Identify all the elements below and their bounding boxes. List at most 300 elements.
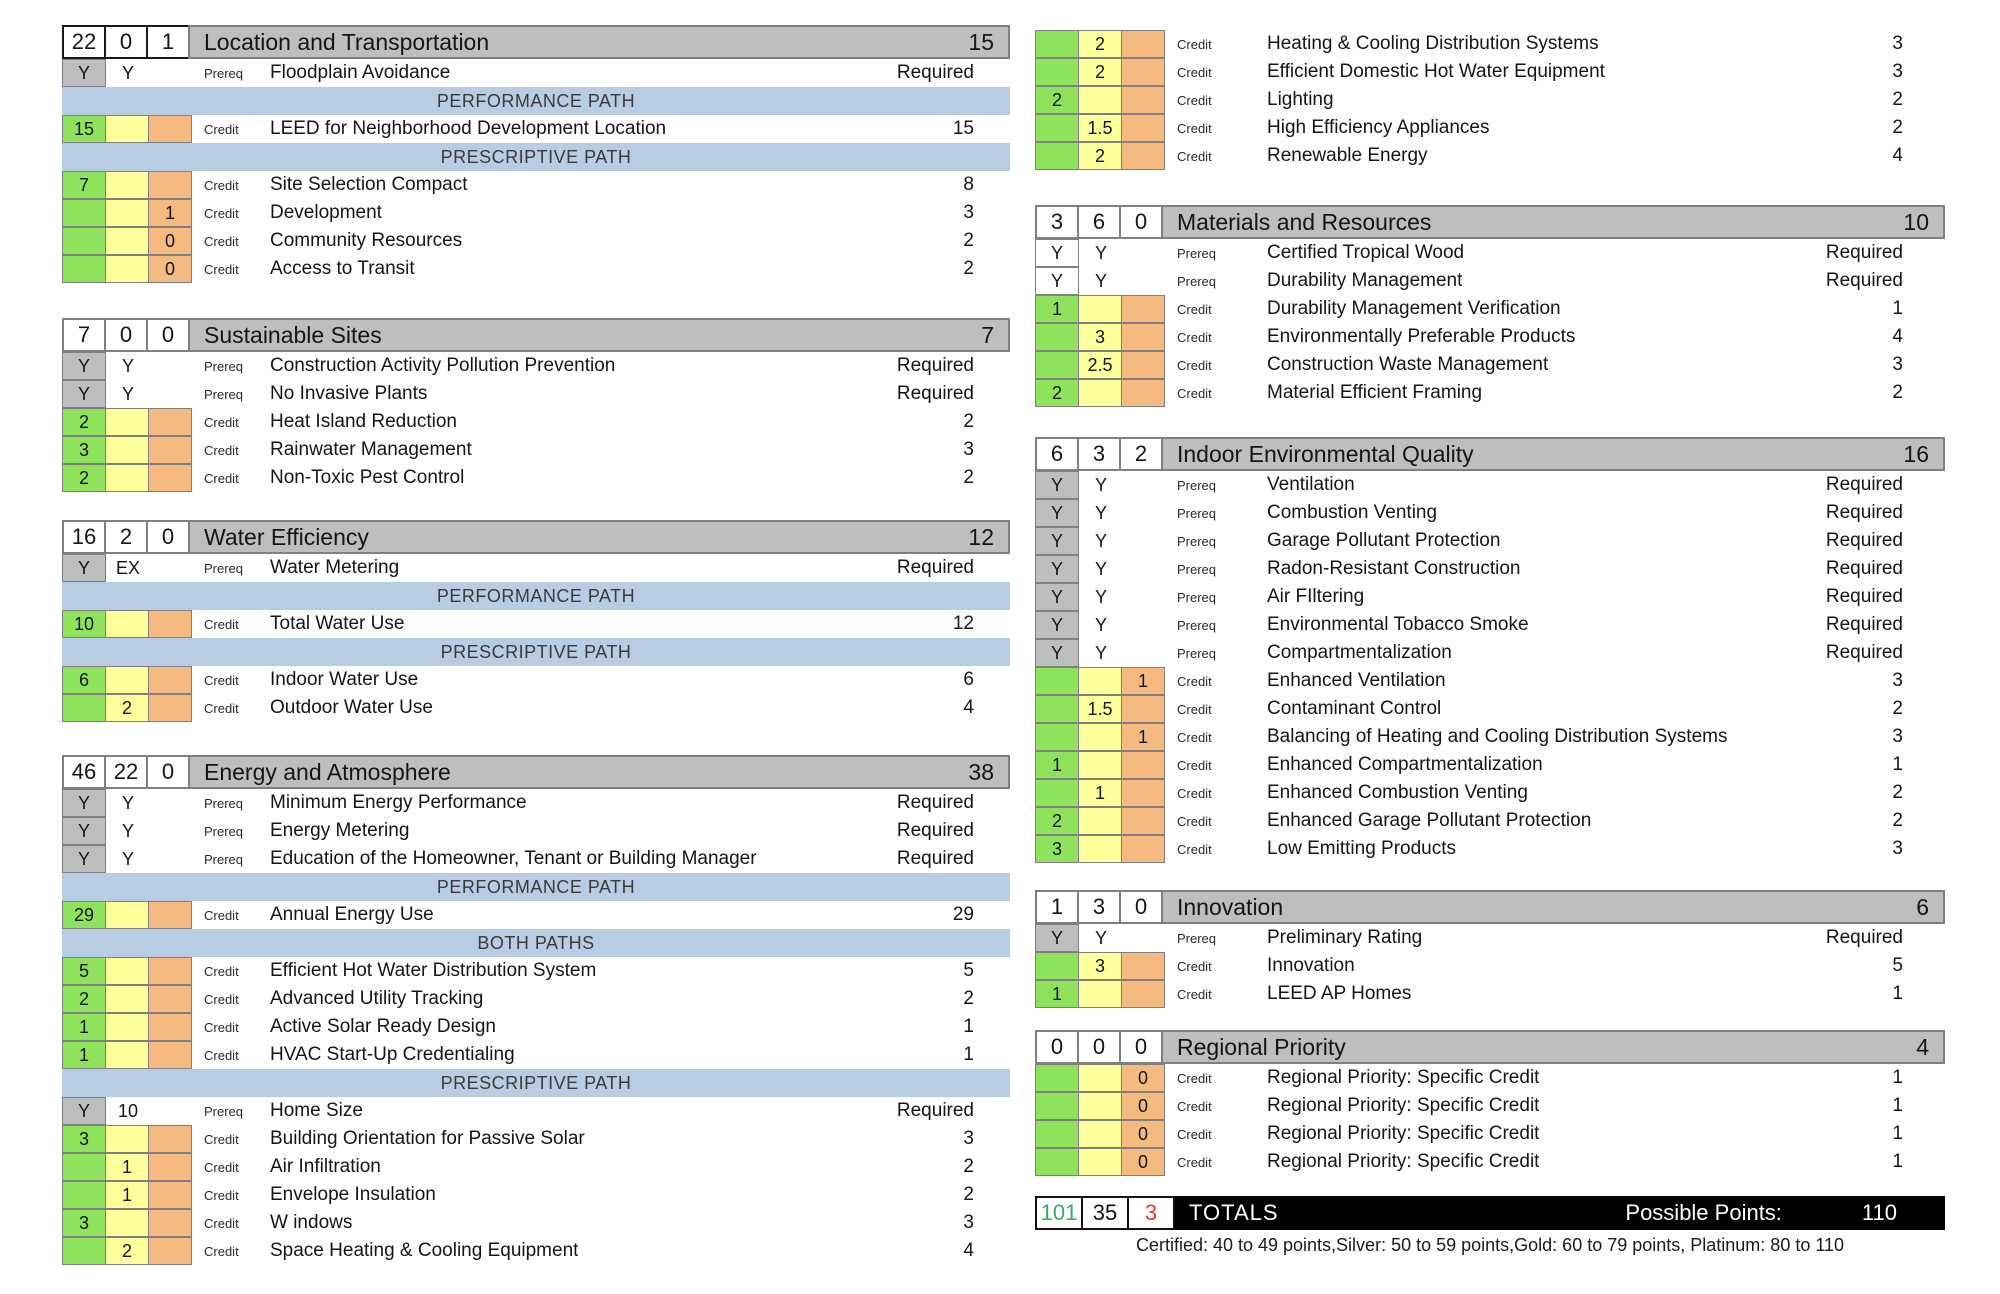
score-cell-maybe[interactable] <box>105 1013 149 1041</box>
section-title-bar <box>188 25 1010 59</box>
credit-points: 2 <box>1892 89 1903 110</box>
row-type-label: Credit <box>204 1215 239 1231</box>
row-type-label: Credit <box>204 616 239 632</box>
score-cell-maybe[interactable] <box>105 436 149 464</box>
score-cell-no[interactable]: 0 <box>1121 1120 1165 1148</box>
score-cell-no[interactable] <box>1121 86 1165 114</box>
score-cell-yes[interactable] <box>1035 58 1079 86</box>
credit-points: Required <box>896 557 974 578</box>
row-type-label: Credit <box>1177 36 1212 52</box>
score-cell-grid <box>1035 114 1167 142</box>
header-count-box-2: 2 <box>104 520 148 554</box>
score-cell-yes[interactable]: 2 <box>62 408 106 436</box>
row-type-label: Credit <box>1177 757 1212 773</box>
credit-name: Minimum Energy Performance <box>270 792 527 813</box>
credit-points: 4 <box>963 697 974 718</box>
score-cell-grid <box>1035 58 1167 86</box>
credit-points: Required <box>896 383 974 404</box>
score-cell-yes[interactable]: 1 <box>1035 980 1079 1008</box>
row-type-label: Prereq <box>1177 617 1217 633</box>
score-cell-yes[interactable]: 3 <box>62 1125 106 1153</box>
row-type-label: Prereq <box>1177 505 1217 521</box>
prereq-value-cell[interactable]: Y <box>121 383 134 404</box>
score-cell-no[interactable] <box>148 436 192 464</box>
score-cell-yes[interactable]: 1 <box>1035 751 1079 779</box>
score-cell-no[interactable] <box>1121 323 1165 351</box>
score-cell-yes[interactable] <box>62 227 106 255</box>
credit-name: Advanced Utility Tracking <box>270 988 484 1009</box>
row-type-label: Prereq <box>204 795 244 811</box>
row-type-label: Credit <box>1177 1126 1212 1142</box>
credit-row <box>62 464 1010 492</box>
header-count-box-3: 0 <box>146 318 190 352</box>
score-cell-yes[interactable]: 1 <box>62 1013 106 1041</box>
score-cell-grid <box>1035 1148 1167 1176</box>
score-cell-yes[interactable] <box>1035 30 1079 58</box>
score-cell-maybe[interactable] <box>1078 86 1122 114</box>
score-cell-no[interactable] <box>1121 142 1165 170</box>
credit-name: Non-Toxic Pest Control <box>270 467 465 488</box>
prereq-verified-cell[interactable]: Y <box>62 1097 106 1125</box>
section-lt <box>62 25 1010 283</box>
grid-spacer <box>150 59 194 87</box>
score-cell-no[interactable] <box>148 694 192 722</box>
credit-name: Garage Pollutant Protection <box>1267 530 1501 551</box>
score-cell-no[interactable] <box>148 408 192 436</box>
score-cell-yes[interactable] <box>62 199 106 227</box>
score-cell-maybe[interactable] <box>105 199 149 227</box>
score-cell-maybe[interactable] <box>105 1125 149 1153</box>
credit-row <box>1035 323 1945 351</box>
score-cell-no[interactable]: 0 <box>1121 1064 1165 1092</box>
score-cell-maybe[interactable]: 1 <box>105 1153 149 1181</box>
prereq-value-cell[interactable]: Y <box>121 792 134 813</box>
credit-name: Enhanced Compartmentalization <box>1267 754 1543 775</box>
row-type-label: Credit <box>204 907 239 923</box>
row-type-label: Prereq <box>1177 930 1217 946</box>
score-cell-maybe[interactable] <box>105 115 149 143</box>
credit-points: Required <box>1825 242 1903 263</box>
score-cell-no[interactable] <box>148 171 192 199</box>
totals-box-green: 101 <box>1035 1196 1083 1230</box>
row-type-label: Credit <box>204 233 239 249</box>
score-cell-maybe[interactable] <box>105 255 149 283</box>
score-cell-grid <box>62 199 194 227</box>
score-cell-grid <box>1035 267 1167 295</box>
score-cell-grid <box>1035 527 1167 555</box>
row-type-label: Prereq <box>1177 477 1217 493</box>
header-count-box-2: 0 <box>1077 1030 1121 1064</box>
prereq-row <box>1035 611 1945 639</box>
prereq-value-cell[interactable]: Y <box>1094 474 1107 495</box>
score-cell-no[interactable] <box>1121 351 1165 379</box>
prereq-verified-cell[interactable]: Y <box>1035 583 1079 611</box>
score-cell-no[interactable]: 0 <box>148 255 192 283</box>
prereq-value-cell[interactable]: EX <box>115 557 140 578</box>
credit-name: Education of the Homeowner, Tenant or Building Manager <box>270 848 757 869</box>
score-cell-yes[interactable]: 15 <box>62 115 106 143</box>
prereq-verified-cell[interactable]: Y <box>62 59 106 87</box>
score-cell-no[interactable]: 0 <box>148 227 192 255</box>
score-cell-yes[interactable]: 29 <box>62 901 106 929</box>
prereq-row <box>1035 267 1945 295</box>
score-cell-yes[interactable] <box>62 1181 106 1209</box>
prereq-row <box>62 380 1010 408</box>
score-cell-maybe[interactable] <box>1078 1148 1122 1176</box>
prereq-value-cell[interactable]: Y <box>1094 586 1107 607</box>
credit-name: Regional Priority: Specific Credit <box>1267 1095 1540 1116</box>
score-cell-maybe[interactable] <box>105 1041 149 1069</box>
score-cell-maybe[interactable]: 2 <box>1078 30 1122 58</box>
score-cell-maybe[interactable] <box>105 227 149 255</box>
possible-points-label: Possible Points: <box>1625 1200 1782 1225</box>
score-cell-maybe[interactable] <box>1078 723 1122 751</box>
credit-row <box>1035 30 1945 58</box>
score-cell-maybe[interactable] <box>1078 667 1122 695</box>
credit-name: Innovation <box>1267 955 1355 976</box>
score-cell-maybe[interactable]: 1 <box>105 1181 149 1209</box>
score-cell-no[interactable] <box>148 1153 192 1181</box>
score-cell-maybe[interactable] <box>105 1209 149 1237</box>
credit-points: Required <box>1825 927 1903 948</box>
score-cell-no[interactable] <box>1121 952 1165 980</box>
score-cell-yes[interactable]: 2 <box>1035 86 1079 114</box>
credit-points: Required <box>1825 586 1903 607</box>
credit-points: Required <box>896 848 974 869</box>
score-cell-yes[interactable] <box>1035 114 1079 142</box>
section-header <box>1035 205 1945 239</box>
credit-name: Durability Management <box>1267 270 1463 291</box>
score-cell-maybe[interactable] <box>1078 379 1122 407</box>
score-cell-maybe[interactable] <box>105 408 149 436</box>
section-title: Energy and Atmosphere <box>204 758 451 785</box>
score-cell-no[interactable] <box>1121 695 1165 723</box>
score-cell-maybe[interactable] <box>105 985 149 1013</box>
prereq-row <box>1035 527 1945 555</box>
header-count-box-3: 1 <box>146 25 190 59</box>
score-cell-no[interactable] <box>148 1181 192 1209</box>
score-cell-yes[interactable]: 3 <box>62 1209 106 1237</box>
section-title: Location and Transportation <box>204 28 490 55</box>
score-cell-no[interactable] <box>1121 751 1165 779</box>
prereq-value-cell[interactable]: Y <box>1094 642 1107 663</box>
header-count-box-1: 46 <box>62 755 106 789</box>
score-cell-yes[interactable]: 2 <box>62 985 106 1013</box>
prereq-verified-cell[interactable]: Y <box>62 845 106 873</box>
section-we <box>62 520 1010 722</box>
credit-points: 3 <box>1892 670 1903 691</box>
score-cell-grid <box>62 817 194 845</box>
score-cell-no[interactable]: 0 <box>1121 1092 1165 1120</box>
credit-name: W indows <box>270 1212 353 1233</box>
score-cell-no[interactable] <box>1121 30 1165 58</box>
score-cell-no[interactable] <box>148 901 192 929</box>
row-type-label: Credit <box>1177 1154 1212 1170</box>
score-cell-maybe[interactable] <box>105 957 149 985</box>
prereq-verified-cell[interactable]: Y <box>62 380 106 408</box>
section-title-bar <box>1161 205 1945 239</box>
score-cell-maybe[interactable] <box>105 171 149 199</box>
credit-name: Certified Tropical Wood <box>1267 242 1465 263</box>
row-type-label: Credit <box>204 1019 239 1035</box>
prereq-value-cell[interactable]: Y <box>121 820 134 841</box>
score-cell-no[interactable] <box>1121 980 1165 1008</box>
credit-points: Required <box>896 792 974 813</box>
credit-points: 4 <box>1892 326 1903 347</box>
prereq-value-cell[interactable]: 10 <box>117 1100 139 1121</box>
row-type-label: Credit <box>204 470 239 486</box>
score-cell-yes[interactable] <box>1035 142 1079 170</box>
score-cell-yes[interactable] <box>1035 695 1079 723</box>
score-cell-grid <box>1035 980 1167 1008</box>
score-cell-yes[interactable] <box>1035 667 1079 695</box>
credit-row <box>62 901 1010 929</box>
credit-name: Annual Energy Use <box>270 904 434 925</box>
score-cell-grid <box>1035 583 1167 611</box>
prereq-value-cell[interactable]: Y <box>1094 502 1107 523</box>
score-cell-grid <box>1035 611 1167 639</box>
path-band: PERFORMANCE PATH <box>62 87 1010 115</box>
score-cell-yes[interactable]: 10 <box>62 610 106 638</box>
score-cell-no[interactable] <box>1121 379 1165 407</box>
row-type-label: Credit <box>204 991 239 1007</box>
prereq-verified-cell[interactable]: Y <box>1035 639 1079 667</box>
grid-spacer <box>1123 471 1167 499</box>
prereq-verified-cell[interactable]: Y <box>1035 267 1079 295</box>
score-cell-maybe[interactable] <box>1078 751 1122 779</box>
score-cell-maybe[interactable]: 1.5 <box>1078 114 1122 142</box>
path-band: PRESCRIPTIVE PATH <box>62 638 1010 666</box>
section-ea2 <box>1035 30 1945 170</box>
score-cell-yes[interactable] <box>62 255 106 283</box>
credit-name: Environmental Tobacco Smoke <box>1267 614 1529 635</box>
credit-name: Outdoor Water Use <box>270 697 433 718</box>
score-cell-maybe[interactable]: 2.5 <box>1078 351 1122 379</box>
credit-points: 3 <box>963 1128 974 1149</box>
score-cell-maybe[interactable] <box>1078 1120 1122 1148</box>
header-count-box-1: 16 <box>62 520 106 554</box>
row-type-label: Credit <box>204 1159 239 1175</box>
score-cell-yes[interactable] <box>62 1153 106 1181</box>
row-type-label: Credit <box>204 121 239 137</box>
score-cell-yes[interactable] <box>1035 351 1079 379</box>
row-type-label: Credit <box>1177 841 1212 857</box>
prereq-value-cell[interactable]: Y <box>121 355 134 376</box>
credit-row <box>62 199 1010 227</box>
score-cell-maybe[interactable]: 2 <box>1078 58 1122 86</box>
score-cell-no[interactable] <box>1121 835 1165 863</box>
credit-row <box>1035 114 1945 142</box>
row-type-label: Credit <box>1177 1070 1212 1086</box>
score-cell-no[interactable]: 1 <box>1121 723 1165 751</box>
credit-name: Enhanced Ventilation <box>1267 670 1446 691</box>
credit-points: 8 <box>963 174 974 195</box>
credit-row <box>62 171 1010 199</box>
credit-name: Enhanced Garage Pollutant Protection <box>1267 810 1592 831</box>
section-points: 6 <box>1916 893 1929 920</box>
grid-spacer <box>1123 239 1167 267</box>
score-cell-yes[interactable]: 2 <box>1035 379 1079 407</box>
row-type-label: Prereq <box>204 358 244 374</box>
score-cell-yes[interactable] <box>1035 1120 1079 1148</box>
score-cell-yes[interactable] <box>1035 323 1079 351</box>
credit-points: 3 <box>1892 726 1903 747</box>
score-cell-yes[interactable]: 2 <box>62 464 106 492</box>
header-count-box-3: 0 <box>1119 890 1163 924</box>
score-cell-yes[interactable] <box>62 694 106 722</box>
score-cell-yes[interactable]: 5 <box>62 957 106 985</box>
prereq-value-cell[interactable]: Y <box>1094 270 1107 291</box>
prereq-row <box>1035 583 1945 611</box>
score-cell-maybe[interactable]: 1.5 <box>1078 695 1122 723</box>
prereq-verified-cell[interactable]: Y <box>1035 611 1079 639</box>
section-header <box>1035 890 1945 924</box>
score-cell-no[interactable] <box>148 957 192 985</box>
row-type-label: Credit <box>1177 701 1212 717</box>
credit-row <box>1035 142 1945 170</box>
score-cell-yes[interactable] <box>62 1237 106 1265</box>
credit-row <box>1035 667 1945 695</box>
score-cell-no[interactable] <box>1121 58 1165 86</box>
path-band: PERFORMANCE PATH <box>62 873 1010 901</box>
prereq-value-cell[interactable]: Y <box>1094 530 1107 551</box>
prereq-verified-cell[interactable]: Y <box>1035 527 1079 555</box>
credit-name: Contaminant Control <box>1267 698 1442 719</box>
prereq-row <box>62 789 1010 817</box>
score-cell-yes[interactable]: 7 <box>62 171 106 199</box>
score-cell-no[interactable] <box>148 666 192 694</box>
row-type-label: Prereq <box>1177 273 1217 289</box>
credit-name: Site Selection Compact <box>270 174 468 195</box>
score-cell-no[interactable] <box>148 985 192 1013</box>
prereq-verified-cell[interactable]: Y <box>1035 924 1079 952</box>
score-cell-grid <box>1035 751 1167 779</box>
credit-row <box>1035 1064 1945 1092</box>
rating-thresholds: Certified: 40 to 49 points,Silver: 50 to 59 points,Gold: 60 to 79 points, Platinum: 80 to 110 <box>1135 1235 1845 1255</box>
header-count-box-2: 0 <box>104 25 148 59</box>
score-cell-yes[interactable]: 3 <box>62 436 106 464</box>
prereq-verified-cell[interactable]: Y <box>62 817 106 845</box>
credit-points: Required <box>1825 642 1903 663</box>
score-cell-no[interactable] <box>148 1237 192 1265</box>
header-count-box-3: 0 <box>146 755 190 789</box>
credit-points: 3 <box>1892 61 1903 82</box>
possible-points <box>1625 1200 1945 1226</box>
score-cell-no[interactable] <box>148 610 192 638</box>
score-cell-yes[interactable] <box>1035 1148 1079 1176</box>
prereq-value-cell[interactable]: Y <box>1094 242 1107 263</box>
score-cell-no[interactable] <box>1121 807 1165 835</box>
score-cell-grid <box>62 985 194 1013</box>
score-cell-no[interactable] <box>1121 114 1165 142</box>
prereq-row <box>62 352 1010 380</box>
prereq-row <box>62 817 1010 845</box>
credit-name: Regional Priority: Specific Credit <box>1267 1123 1540 1144</box>
score-cell-maybe[interactable] <box>105 901 149 929</box>
score-cell-yes[interactable]: 1 <box>62 1041 106 1069</box>
prereq-row <box>1035 471 1945 499</box>
score-cell-maybe[interactable] <box>1078 835 1122 863</box>
score-cell-no[interactable] <box>1121 295 1165 323</box>
score-cell-maybe[interactable] <box>105 610 149 638</box>
prereq-verified-cell[interactable]: Y <box>62 789 106 817</box>
score-cell-no[interactable] <box>148 1209 192 1237</box>
score-cell-maybe[interactable] <box>105 666 149 694</box>
prereq-verified-cell[interactable]: Y <box>1035 239 1079 267</box>
prereq-value-cell[interactable]: Y <box>1094 614 1107 635</box>
prereq-value-cell[interactable]: Y <box>1094 558 1107 579</box>
prereq-value-cell[interactable]: Y <box>1094 927 1107 948</box>
score-cell-no[interactable]: 1 <box>148 199 192 227</box>
credit-points: 2 <box>963 1156 974 1177</box>
score-cell-yes[interactable] <box>1035 1064 1079 1092</box>
score-cell-yes[interactable]: 1 <box>1035 295 1079 323</box>
credit-name: Radon-Resistant Construction <box>1267 558 1521 579</box>
score-cell-maybe[interactable] <box>1078 807 1122 835</box>
score-cell-yes[interactable] <box>1035 1092 1079 1120</box>
credit-name: No Invasive Plants <box>270 383 428 404</box>
score-cell-maybe[interactable] <box>1078 980 1122 1008</box>
score-cell-no[interactable] <box>148 1125 192 1153</box>
prereq-verified-cell[interactable]: Y <box>1035 499 1079 527</box>
score-cell-yes[interactable]: 6 <box>62 666 106 694</box>
prereq-verified-cell[interactable]: Y <box>62 352 106 380</box>
score-cell-yes[interactable] <box>1035 723 1079 751</box>
credit-points: Required <box>896 820 974 841</box>
score-cell-yes[interactable] <box>1035 779 1079 807</box>
credit-name: Home Size <box>270 1100 363 1121</box>
credit-name: Renewable Energy <box>1267 145 1428 166</box>
score-cell-maybe[interactable]: 3 <box>1078 323 1122 351</box>
score-cell-no[interactable] <box>148 464 192 492</box>
score-cell-no[interactable] <box>1121 779 1165 807</box>
score-cell-yes[interactable]: 2 <box>1035 807 1079 835</box>
section-title-bar <box>1161 437 1945 471</box>
score-cell-grid <box>1035 30 1167 58</box>
score-cell-maybe[interactable] <box>1078 1064 1122 1092</box>
credit-row <box>1035 1148 1945 1176</box>
score-cell-yes[interactable]: 3 <box>1035 835 1079 863</box>
score-cell-maybe[interactable]: 1 <box>1078 779 1122 807</box>
score-cell-no[interactable] <box>148 115 192 143</box>
totals-label: TOTALS <box>1189 1200 1279 1225</box>
credit-points: Required <box>1825 530 1903 551</box>
credit-points: 1 <box>1892 1151 1903 1172</box>
score-cell-maybe[interactable]: 2 <box>1078 142 1122 170</box>
score-cell-maybe[interactable]: 2 <box>105 694 149 722</box>
prereq-value-cell[interactable]: Y <box>121 848 134 869</box>
score-cell-maybe[interactable] <box>105 464 149 492</box>
prereq-value-cell[interactable]: Y <box>121 62 134 83</box>
score-cell-maybe[interactable]: 2 <box>105 1237 149 1265</box>
section-ieq <box>1035 437 1945 863</box>
score-cell-no[interactable]: 1 <box>1121 667 1165 695</box>
prereq-verified-cell[interactable]: Y <box>1035 555 1079 583</box>
score-cell-yes[interactable] <box>1035 952 1079 980</box>
credit-name: Enhanced Combustion Venting <box>1267 782 1528 803</box>
score-cell-maybe[interactable] <box>1078 295 1122 323</box>
score-cell-no[interactable] <box>148 1041 192 1069</box>
credit-points: 2 <box>1892 810 1903 831</box>
row-type-label: Prereq <box>204 560 244 576</box>
score-cell-maybe[interactable] <box>1078 1092 1122 1120</box>
prereq-verified-cell[interactable]: Y <box>62 554 106 582</box>
score-cell-maybe[interactable]: 3 <box>1078 952 1122 980</box>
score-cell-no[interactable]: 0 <box>1121 1148 1165 1176</box>
prereq-verified-cell[interactable]: Y <box>1035 471 1079 499</box>
score-cell-no[interactable] <box>148 1013 192 1041</box>
credit-name: Combustion Venting <box>1267 502 1438 523</box>
